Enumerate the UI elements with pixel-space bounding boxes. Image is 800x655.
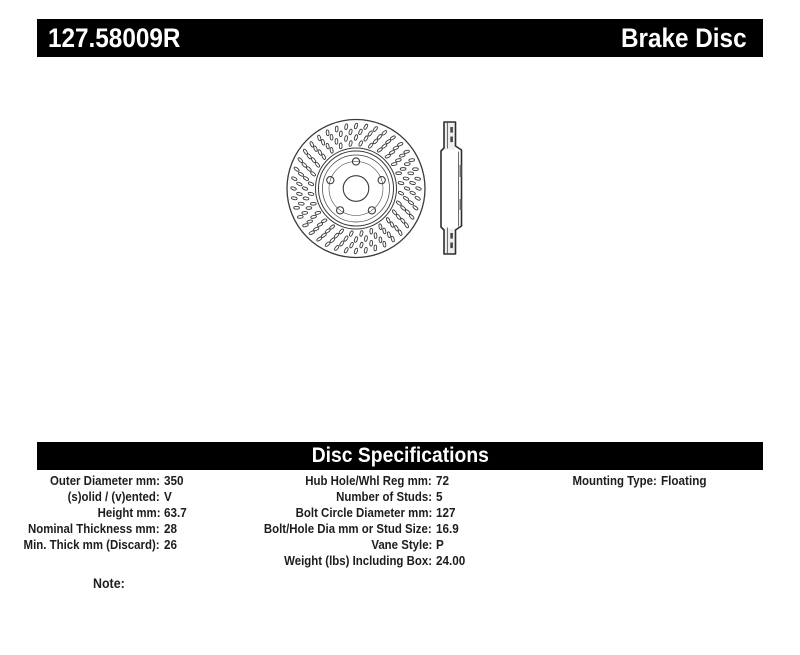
spec-row (264, 521, 540, 537)
spec-value: 16.9 (436, 521, 459, 536)
spec-column-middle (264, 473, 540, 569)
spec-value: 350 (164, 473, 184, 488)
spec-label: Hub Hole/Whl Reg mm: (305, 473, 432, 488)
disc-front-view-icon (287, 120, 425, 258)
spec-row (37, 489, 297, 505)
spec-value: 72 (436, 473, 450, 488)
spec-label: Vane Style: (370, 537, 432, 552)
spec-label: Weight (lbs) Including Box: (284, 553, 432, 568)
spec-value: 127 (436, 505, 456, 520)
spec-value: 26 (164, 537, 178, 552)
note-label: Note: (93, 576, 125, 591)
title-bar (37, 19, 763, 57)
spec-row (37, 505, 297, 521)
spec-label: Height mm: (97, 505, 160, 520)
spec-row (280, 537, 540, 553)
spec-value: V (164, 489, 172, 504)
spec-label: Nominal Thickness mm: (28, 521, 160, 536)
spec-label: Mounting Type: (572, 473, 657, 488)
spec-label: Bolt/Hole Dia mm or Stud Size: (264, 521, 432, 536)
spec-section-header (37, 442, 763, 470)
part-number: 127.58009R (48, 23, 181, 53)
spec-value: P (436, 537, 444, 552)
spec-value: Floating (661, 473, 707, 488)
spec-row (280, 505, 540, 521)
spec-row (37, 473, 297, 489)
spec-value: 24.00 (436, 553, 466, 568)
spec-column-left (23, 473, 297, 553)
spec-value: 63.7 (164, 505, 187, 520)
spec-label: Outer Diameter mm: (50, 473, 160, 488)
spec-row (23, 537, 297, 553)
spec-label: Bolt Circle Diameter mm: (295, 505, 432, 520)
spec-label: Number of Studs: (336, 489, 432, 504)
spec-section-title: Disc Specifications (311, 444, 489, 467)
spec-row (280, 473, 540, 489)
product-type-title: Brake Disc (621, 23, 747, 53)
spec-row (280, 553, 540, 569)
spec-row (545, 473, 795, 489)
disc-side-view-icon (441, 122, 462, 254)
spec-row (280, 489, 540, 505)
spec-row (28, 521, 297, 537)
spec-column-right (545, 473, 795, 489)
spec-value: 5 (436, 489, 443, 504)
brake-disc-technical-drawing (260, 95, 490, 275)
spec-label: Min. Thick mm (Discard): (23, 537, 160, 552)
spec-label: (s)olid / (v)ented: (67, 489, 160, 504)
spec-value: 28 (164, 521, 178, 536)
